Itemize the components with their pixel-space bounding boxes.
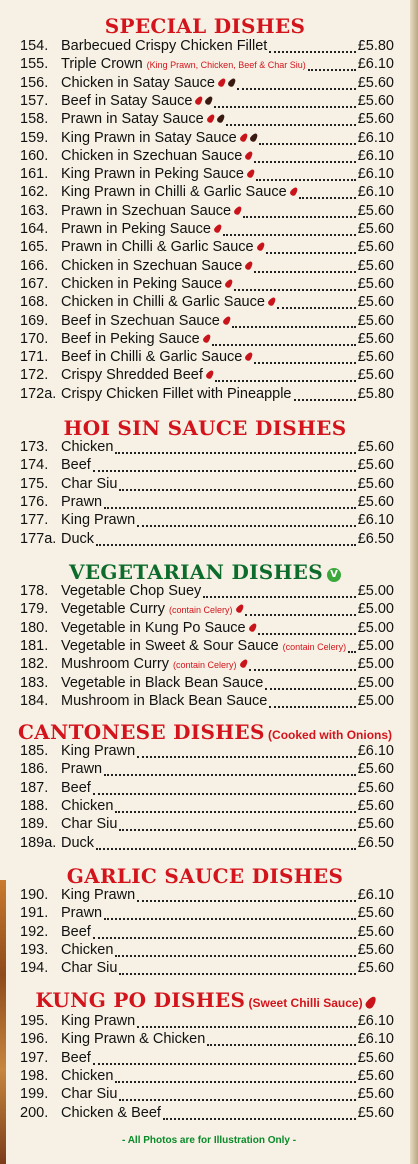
item-number: 186. (20, 761, 49, 778)
dot-leader (226, 124, 356, 126)
item-number: 154. (20, 38, 49, 54)
menu-item (20, 494, 394, 512)
menu-item (20, 780, 394, 798)
item-price: £5.60 (357, 905, 394, 922)
item-number: 194. (20, 960, 49, 977)
item-number: 189. (20, 816, 49, 833)
item-price: £5.60 (357, 457, 394, 474)
menu-item (20, 75, 394, 93)
dot-leader (234, 289, 355, 291)
item-number: 168. (20, 294, 49, 311)
photo-strip-edge (0, 880, 6, 1164)
dot-leader (294, 399, 356, 401)
dot-leader (254, 161, 355, 163)
item-number: 192. (20, 923, 49, 940)
item-number: 189a. (20, 834, 57, 851)
dot-leader (115, 452, 355, 454)
item-number: 177a. (20, 530, 57, 547)
item-name: Beef in Szechuan Sauce (61, 312, 220, 329)
item-price: £5.60 (357, 1049, 394, 1066)
dot-leader (269, 706, 355, 708)
item-number: 179. (20, 601, 49, 618)
item-note: (contain Celery) (282, 641, 347, 652)
item-number: 183. (20, 674, 49, 691)
item-price: £5.60 (357, 312, 394, 329)
item-name: Vegetable in Black Bean Sauce (61, 674, 264, 691)
menu-item (20, 905, 394, 923)
menu-item (20, 1013, 394, 1031)
item-name: Vegetable Curry (61, 601, 165, 618)
section-heading (0, 864, 410, 888)
chili-icon (206, 113, 216, 124)
item-number: 198. (20, 1067, 49, 1084)
menu-item (20, 816, 394, 834)
item-note: (King Prawn, Chicken, Beef & Char Siu) (146, 60, 306, 71)
menu-item (20, 203, 394, 221)
menu-item (20, 258, 394, 276)
menu-item (20, 693, 394, 711)
page-edge (410, 0, 418, 1164)
item-price: £6.10 (357, 1013, 394, 1029)
menu-item (20, 166, 394, 184)
item-price: £6.10 (357, 887, 394, 903)
dot-leader (104, 774, 356, 776)
item-number: 187. (20, 779, 49, 796)
item-price: £5.00 (357, 656, 394, 673)
dot-leader (212, 344, 356, 346)
item-number: 171. (20, 349, 49, 366)
item-number: 164. (20, 221, 49, 237)
item-name: Chicken in Szechuan Sauce (61, 257, 243, 274)
chili-icon (248, 622, 258, 633)
item-name: Chicken in Satay Sauce (61, 74, 215, 91)
dot-leader (93, 470, 356, 472)
chili-icon (234, 603, 244, 614)
item-number: 190. (20, 887, 49, 903)
dot-leader (137, 1026, 356, 1028)
chili-icon (238, 658, 248, 669)
chili-icon (256, 241, 266, 252)
item-name: Prawn in Satay Sauce (61, 111, 204, 128)
item-name: King Prawn in Peking Sauce (61, 166, 244, 183)
section-title: CANTONESE DISHES (17, 720, 265, 744)
item-number: 172. (20, 367, 49, 384)
item-name: Chicken (61, 941, 114, 958)
section-heading (0, 14, 410, 38)
item-price: £6.10 (357, 184, 394, 201)
menu-item (20, 1050, 394, 1068)
item-name: King Prawn (61, 512, 136, 529)
menu-item (20, 349, 394, 367)
item-name: Prawn (61, 905, 103, 922)
item-name: King Prawn (61, 887, 136, 903)
item-number: 197. (20, 1049, 49, 1066)
dot-leader (243, 216, 356, 218)
item-number: 182. (20, 656, 49, 673)
item-price: £6.10 (357, 166, 394, 183)
item-name: Barbecued Crispy Chicken Fillet (61, 38, 268, 54)
item-number: 159. (20, 129, 49, 146)
menu-item (20, 512, 394, 530)
menu-item (20, 942, 394, 960)
item-price: £5.60 (357, 92, 394, 109)
menu-item (20, 675, 394, 693)
dot-leader (203, 596, 355, 598)
dot-leader (163, 1118, 356, 1120)
dot-leader (115, 1081, 355, 1083)
dot-leader (348, 651, 356, 653)
chili-icon (364, 995, 378, 1010)
item-name: Mushroom in Black Bean Sauce (61, 692, 268, 709)
chili-icon (224, 278, 234, 289)
item-name: Chicken (61, 797, 114, 814)
item-number: 199. (20, 1086, 49, 1103)
item-name: Chicken (61, 1067, 114, 1084)
dot-leader (137, 525, 356, 527)
dot-leader (93, 1063, 356, 1065)
vegetarian-icon: V (327, 568, 341, 582)
item-price: £5.60 (357, 239, 394, 256)
section-title: GARLIC SAUCE DISHES (66, 864, 344, 888)
item-name: Vegetable in Kung Po Sauce (61, 619, 246, 636)
menu-item (20, 38, 394, 56)
dot-leader (265, 688, 355, 690)
item-price: £6.10 (357, 1031, 394, 1048)
item-price: £5.60 (357, 294, 394, 311)
menu-item (20, 294, 394, 312)
item-name: Vegetable Chop Suey (61, 583, 202, 599)
section-subtitle: (Sweet Chilli Sauce) (245, 996, 363, 1010)
item-number: 169. (20, 312, 49, 329)
item-name: Mushroom Curry (61, 656, 169, 673)
chili-icon (267, 296, 277, 307)
item-price: £5.00 (357, 674, 394, 691)
item-name: Triple Crown (61, 56, 143, 73)
item-price: £5.60 (357, 761, 394, 778)
item-price: £6.10 (357, 56, 394, 73)
dot-leader (215, 380, 356, 382)
dot-leader (266, 252, 356, 254)
section-heading (0, 988, 410, 1012)
menu-item (20, 476, 394, 494)
item-name: Beef (61, 923, 91, 940)
item-name: Beef (61, 779, 91, 796)
item-price: £5.80 (357, 385, 394, 402)
item-number: 161. (20, 166, 49, 183)
item-number: 188. (20, 797, 49, 814)
item-note: (contain Celery) (172, 660, 237, 671)
dot-leader (256, 179, 356, 181)
item-price: £5.60 (357, 275, 394, 292)
item-price: £5.60 (357, 74, 394, 91)
item-name: Prawn in Peking Sauce (61, 221, 211, 237)
section-title: HOI SIN SAUCE DISHES (63, 416, 347, 440)
menu-item (20, 1031, 394, 1049)
chili-icon (213, 223, 223, 234)
item-note: (contain Celery) (168, 605, 233, 616)
item-price: £5.60 (357, 330, 394, 347)
dot-leader (115, 811, 355, 813)
chili-icon (249, 132, 259, 143)
item-name: Char Siu (61, 1086, 118, 1103)
menu-item (20, 620, 394, 638)
menu-item (20, 798, 394, 816)
item-name: Beef in Chilli & Garlic Sauce (61, 349, 243, 366)
section-title: SPECIAL DISHES (104, 14, 306, 38)
item-number: 180. (20, 619, 49, 636)
menu-item (20, 148, 394, 166)
dot-leader (93, 793, 356, 795)
item-price: £5.60 (357, 1067, 394, 1084)
item-number: 176. (20, 493, 49, 510)
item-name: Crispy Chicken Fillet with Pineapple (61, 385, 292, 402)
dot-leader (119, 829, 355, 831)
item-number: 177. (20, 512, 49, 529)
dot-leader (232, 326, 356, 328)
item-price: £5.00 (357, 601, 394, 618)
chili-icon (233, 205, 243, 216)
item-price: £5.60 (357, 349, 394, 366)
item-number: 166. (20, 257, 49, 274)
dot-leader (96, 848, 356, 850)
item-price: £5.60 (357, 367, 394, 384)
dot-leader (115, 955, 355, 957)
menu-item (20, 276, 394, 294)
item-name: Char Siu (61, 960, 118, 977)
menu-item (20, 386, 394, 404)
chili-icon (244, 260, 254, 271)
chili-icon (222, 315, 232, 326)
item-price: £5.00 (357, 692, 394, 709)
item-price: £5.60 (357, 221, 394, 237)
menu-item (20, 111, 394, 129)
item-number: 170. (20, 330, 49, 347)
menu-item (20, 367, 394, 385)
menu-item (20, 761, 394, 779)
item-price: £6.50 (357, 834, 394, 851)
dot-leader (254, 362, 355, 364)
chili-icon (204, 95, 214, 106)
dot-leader (207, 1044, 355, 1046)
item-name: Char Siu (61, 816, 118, 833)
menu-item (20, 835, 394, 853)
menu-item (20, 1105, 394, 1123)
item-name: Chicken & Beef (61, 1104, 161, 1121)
dot-leader (258, 633, 356, 635)
dot-leader (223, 234, 356, 236)
item-name: Char Siu (61, 475, 118, 492)
section-heading (0, 560, 410, 584)
item-name: Duck (61, 530, 95, 547)
menu-item (20, 638, 394, 656)
menu-item (20, 656, 394, 674)
item-name: Crispy Shredded Beef (61, 367, 203, 384)
item-number: 167. (20, 275, 49, 292)
menu-item (20, 457, 394, 475)
dot-leader (308, 69, 356, 71)
item-price: £6.50 (357, 530, 394, 547)
item-price: £5.60 (357, 202, 394, 219)
item-number: 196. (20, 1031, 49, 1048)
item-number: 191. (20, 905, 49, 922)
item-name: King Prawn (61, 743, 136, 759)
footer-note: - All Photos are for Illustration Only - (121, 1135, 297, 1146)
chili-icon (227, 77, 237, 88)
item-number: 163. (20, 202, 49, 219)
dot-leader (237, 88, 356, 90)
dot-leader (269, 51, 355, 53)
dot-leader (96, 544, 356, 546)
item-price: £5.60 (357, 816, 394, 833)
item-name: King Prawn in Chilli & Garlic Sauce (61, 184, 287, 201)
dot-leader (245, 614, 356, 616)
item-name: Chicken (61, 439, 114, 455)
item-price: £5.00 (357, 619, 394, 636)
section-title: VEGETARIAN DISHES (69, 560, 323, 584)
item-name: Prawn in Szechuan Sauce (61, 202, 232, 219)
section-heading (0, 416, 410, 440)
menu-item (20, 887, 394, 905)
chili-icon (289, 186, 299, 197)
item-price: £5.60 (357, 941, 394, 958)
item-number: 165. (20, 239, 49, 256)
item-number: 173. (20, 439, 49, 455)
item-name: Prawn (61, 493, 103, 510)
chili-icon (239, 132, 249, 143)
item-price: £5.60 (357, 779, 394, 796)
menu-item (20, 743, 394, 761)
item-price: £5.80 (357, 38, 394, 54)
item-price: £5.60 (357, 111, 394, 128)
menu-item (20, 184, 394, 202)
item-number: 157. (20, 92, 49, 109)
menu-item (20, 93, 394, 111)
dot-leader (277, 307, 356, 309)
menu-item (20, 601, 394, 619)
item-price: £6.10 (357, 512, 394, 529)
item-number: 195. (20, 1013, 49, 1029)
dot-leader (137, 900, 356, 902)
item-name: Beef (61, 457, 91, 474)
item-price: £5.60 (357, 1086, 394, 1103)
item-name: Prawn in Chilli & Garlic Sauce (61, 239, 254, 256)
dot-leader (249, 669, 356, 671)
item-name: Prawn (61, 761, 103, 778)
item-price: £6.10 (357, 147, 394, 164)
item-number: 155. (20, 56, 49, 73)
item-number: 181. (20, 637, 49, 654)
dot-leader (119, 489, 355, 491)
dot-leader (259, 143, 356, 145)
dot-leader (119, 1099, 355, 1101)
item-name: King Prawn & Chicken (61, 1031, 206, 1048)
dot-leader (137, 756, 356, 758)
item-number: 200. (20, 1104, 49, 1121)
item-price: £5.60 (357, 493, 394, 510)
item-number: 193. (20, 941, 49, 958)
item-name: Chicken in Szechuan Sauce (61, 147, 243, 164)
dot-leader (299, 197, 356, 199)
menu-item (20, 583, 394, 601)
menu-item (20, 239, 394, 257)
item-number: 178. (20, 583, 49, 599)
item-number: 174. (20, 457, 49, 474)
item-number: 185. (20, 743, 49, 759)
item-price: £5.60 (357, 960, 394, 977)
chili-icon (205, 369, 215, 380)
item-number: 175. (20, 475, 49, 492)
chili-icon (202, 333, 212, 344)
chili-icon (246, 168, 256, 179)
menu-item (20, 221, 394, 239)
chili-icon (244, 150, 254, 161)
chili-icon (216, 113, 226, 124)
item-price: £6.10 (357, 743, 394, 759)
menu-item (20, 1068, 394, 1086)
item-price: £5.00 (357, 583, 394, 599)
item-name: Vegetable in Sweet & Sour Sauce (61, 637, 279, 654)
menu-item (20, 960, 394, 978)
item-price: £5.60 (357, 257, 394, 274)
dot-leader (93, 937, 356, 939)
item-name: Beef in Peking Sauce (61, 330, 200, 347)
item-price: £5.60 (357, 475, 394, 492)
item-number: 158. (20, 111, 49, 128)
item-name: Beef (61, 1049, 91, 1066)
item-name: King Prawn in Satay Sauce (61, 129, 237, 146)
item-name: King Prawn (61, 1013, 136, 1029)
section-heading (0, 720, 410, 744)
menu-item (20, 439, 394, 457)
chili-icon (244, 351, 254, 362)
dot-leader (104, 918, 356, 920)
dot-leader (254, 271, 355, 273)
item-price: £5.00 (357, 637, 394, 654)
section-title: KUNG PO DISHES (35, 988, 246, 1012)
item-name: Duck (61, 834, 95, 851)
menu-item (20, 130, 394, 148)
item-name: Chicken in Peking Sauce (61, 275, 223, 292)
item-name: Beef in Satay Sauce (61, 92, 193, 109)
item-price: £5.60 (357, 797, 394, 814)
chili-icon (194, 95, 204, 106)
section-subtitle: (Cooked with Onions) (264, 728, 393, 742)
item-price: £5.60 (357, 439, 394, 455)
menu-item (20, 313, 394, 331)
item-number: 184. (20, 692, 49, 709)
item-number: 160. (20, 147, 49, 164)
item-price: £5.60 (357, 923, 394, 940)
menu-item (20, 1086, 394, 1104)
dot-leader (119, 973, 355, 975)
item-price: £6.10 (357, 129, 394, 146)
menu-item (20, 924, 394, 942)
menu-item (20, 531, 394, 549)
menu-item (20, 56, 394, 74)
chili-icon (217, 77, 227, 88)
dot-leader (104, 507, 356, 509)
item-name: Chicken in Chilli & Garlic Sauce (61, 294, 265, 311)
menu-item (20, 331, 394, 349)
item-number: 162. (20, 184, 49, 201)
item-price: £5.60 (357, 1104, 394, 1121)
item-number: 172a. (20, 385, 57, 402)
dot-leader (214, 106, 355, 108)
item-number: 156. (20, 74, 49, 91)
